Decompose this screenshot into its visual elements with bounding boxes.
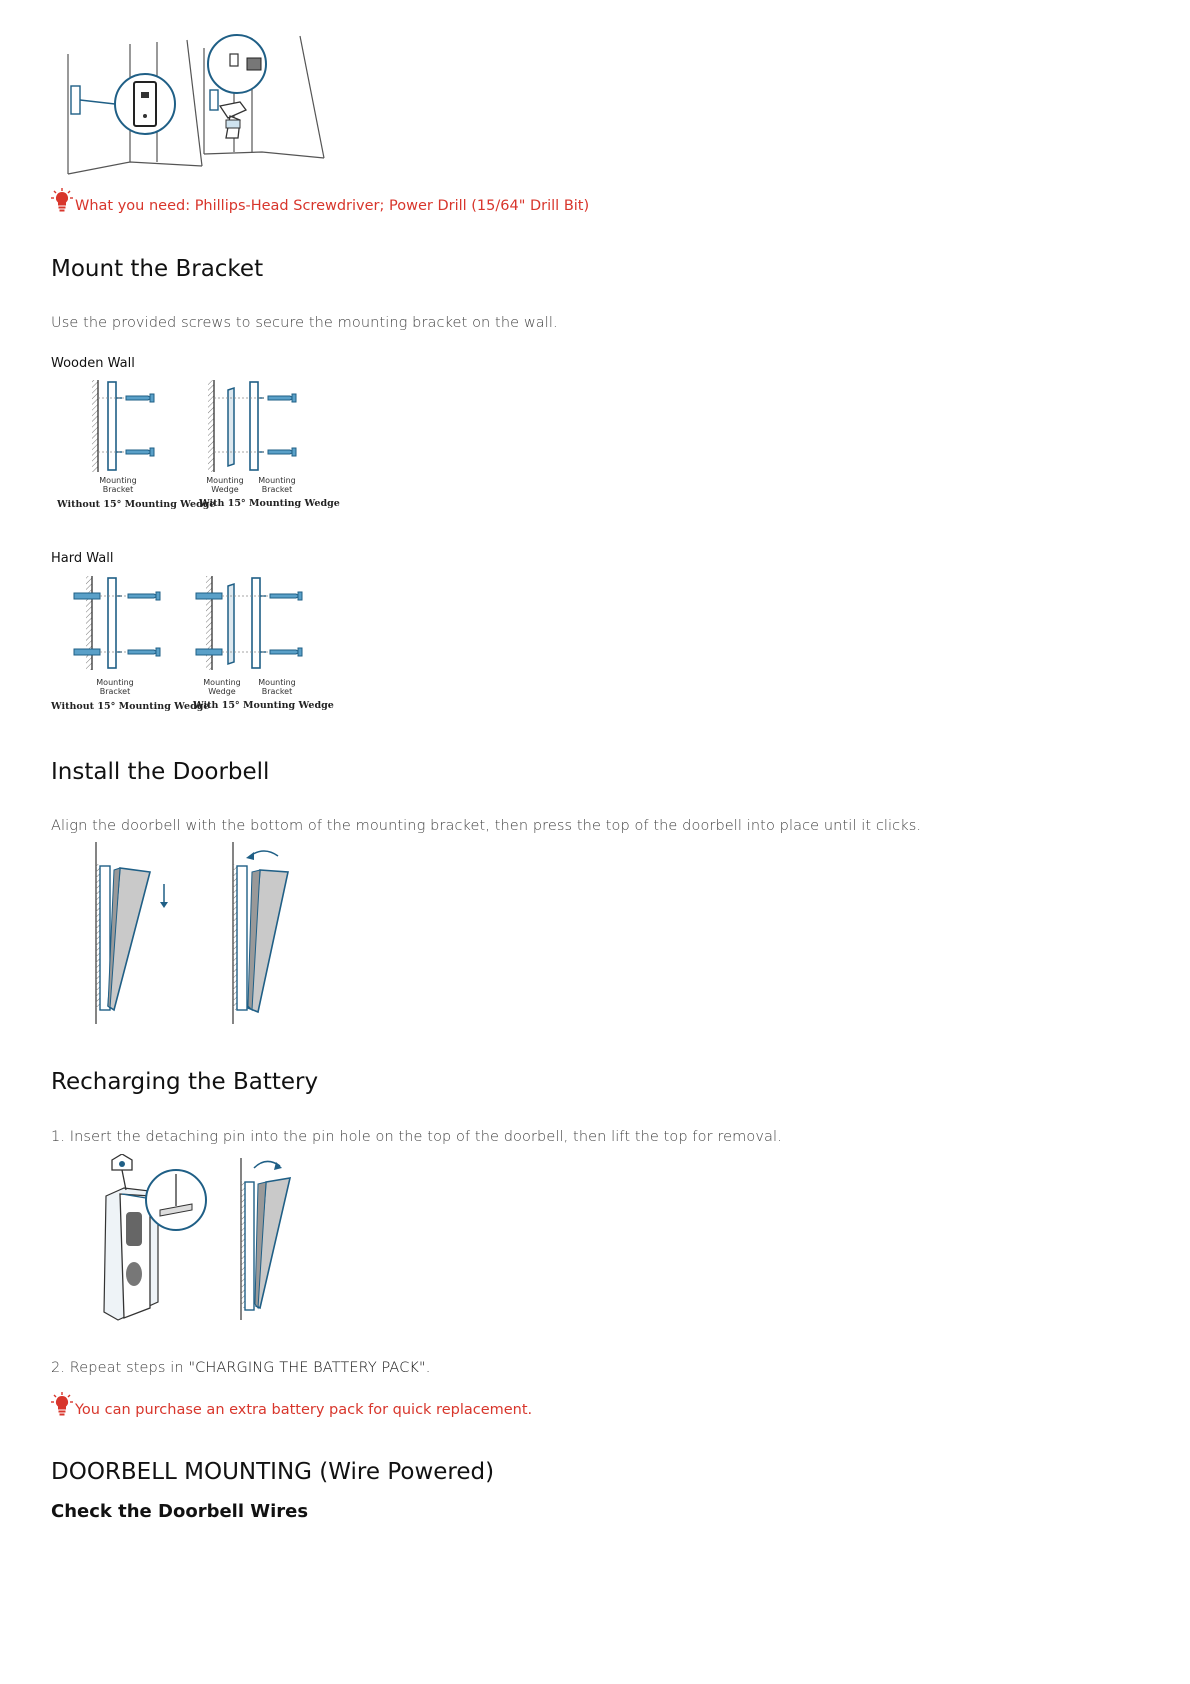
heading-doorbell-mounting-wired: DOORBELL MOUNTING (Wire Powered) [51,1459,495,1485]
tip-tools-needed: What you need: Phillips-Head Screwdriver; Power Drill (15/64" Drill Bit) [75,198,590,214]
wall-drill-illustration [62,34,352,176]
step2-reference: "CHARGING THE BATTERY PACK". [188,1360,431,1376]
mount-instructions: Use the provided screws to secure the mounting bracket on the wall. [51,315,558,331]
label-hard-wall: Hard Wall [51,551,114,566]
heading-mount-bracket: Mount the Bracket [51,256,264,282]
hard-wall-diagram [56,574,316,678]
caption-mounting-bracket: Mounting Bracket [258,476,296,494]
lightbulb-icon [51,1392,73,1416]
recharge-step-1: 1. Insert the detaching pin into the pin hole on the top of the doorbell, then lift the top for removal. [51,1129,782,1145]
caption-without-wedge: Without 15° Mounting Wedge [51,701,210,712]
caption-mounting-wedge: Mounting Wedge [206,476,244,494]
caption-mounting-bracket: Mounting Bracket [99,476,137,494]
lightbulb-icon [51,188,73,212]
label-wooden-wall: Wooden Wall [51,356,135,371]
subheading-check-wires: Check the Doorbell Wires [51,1501,309,1522]
install-doorbell-illustration [88,840,298,1028]
heading-recharging-battery: Recharging the Battery [51,1069,319,1095]
caption-mounting-bracket: Mounting Bracket [96,678,134,696]
heading-install-doorbell: Install the Doorbell [51,759,270,785]
caption-with-wedge: With 15° Mounting Wedge [199,498,340,509]
caption-mounting-wedge: Mounting Wedge [203,678,241,696]
tip-extra-battery: You can purchase an extra battery pack for quick replacement. [75,1402,533,1418]
caption-without-wedge: Without 15° Mounting Wedge [57,499,216,510]
wooden-wall-diagram [56,378,316,478]
caption-mounting-bracket: Mounting Bracket [258,678,296,696]
install-instructions: Align the doorbell with the bottom of the mounting bracket, then press the top of the doorbell into place until it clicks. [51,818,922,834]
step2-prefix: 2. Repeat steps in [51,1360,189,1376]
recharge-step-2 [51,1360,431,1376]
caption-with-wedge: With 15° Mounting Wedge [193,700,334,711]
remove-doorbell-illustration [86,1154,298,1324]
